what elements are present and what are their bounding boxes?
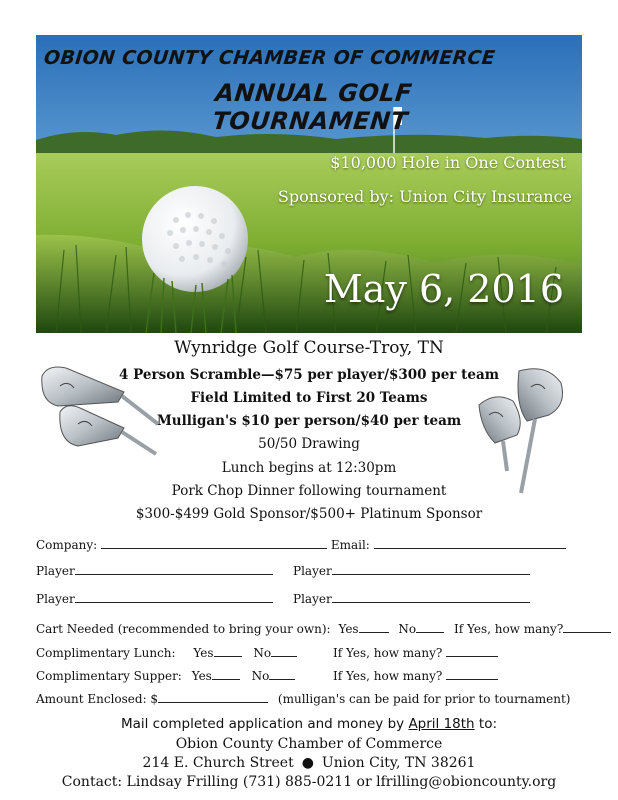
amount-field[interactable] [158, 691, 268, 703]
player-label: Player [36, 564, 75, 578]
lunch-how-many-label: If Yes, how many? [333, 646, 443, 660]
cart-how-many-label: If Yes, how many? [453, 622, 564, 636]
lunch-yes-label: Yes [193, 646, 214, 660]
golf-clubs-image [38, 362, 163, 457]
cart-how-many-field[interactable] [563, 621, 611, 633]
player-2 [293, 563, 530, 578]
supper-how-many [333, 668, 498, 683]
lunch-how-many-field[interactable] [446, 645, 498, 657]
lunch-label: Complimentary Lunch: [36, 646, 176, 660]
player-field[interactable] [75, 591, 273, 603]
course-name: Wynridge Golf Course-Troy, TN [174, 338, 444, 358]
amount-label: Amount Enclosed: $ [36, 692, 159, 706]
contest-text: $10,000 Hole in One Contest [330, 153, 566, 172]
lunch-row [36, 645, 297, 660]
cart-yes-field[interactable] [359, 621, 389, 633]
supper-no-field[interactable] [269, 668, 295, 680]
mail-address [0, 755, 618, 771]
player-1 [36, 563, 273, 578]
amount-row [36, 691, 570, 706]
supper-yes-label: Yes [191, 669, 212, 683]
email-field[interactable] [374, 537, 566, 549]
amount-note: (mulligan's can be paid for prior to tournament) [277, 692, 571, 706]
player-label: Player [36, 592, 75, 606]
cart-label: Cart Needed (recommended to bring your own): [36, 622, 331, 636]
supper-row [36, 668, 295, 683]
detail-line: Field Limited to First 20 Teams [190, 390, 428, 406]
cart-no-field[interactable] [416, 621, 444, 633]
cart-yes-label: Yes [338, 622, 359, 636]
banner [36, 35, 582, 333]
detail-line: 50/50 Drawing [258, 436, 360, 452]
cart-row [36, 621, 611, 636]
player-label: Player [293, 564, 332, 578]
detail-line: Mulligan's $10 per person/$40 per team [156, 413, 462, 429]
lunch-no-label: No [253, 646, 272, 660]
supper-no-label: No [251, 669, 270, 683]
street-address: 214 E. Church Street [142, 755, 294, 771]
detail-line: Pork Chop Dinner following tournament [171, 483, 447, 499]
lunch-yes-field[interactable] [214, 645, 242, 657]
player-3 [36, 591, 273, 606]
company-row [36, 537, 566, 552]
event-date: May 6, 2016 [323, 267, 564, 311]
detail-line: Lunch begins at 12:30pm [221, 460, 397, 476]
organization-title: OBION COUNTY CHAMBER OF COMMERCE [42, 47, 497, 69]
email-label: Email: [330, 538, 370, 552]
player-label: Player [293, 592, 332, 606]
contact-info: Contact: Lindsay Frilling (731) 885-0211 or lfrilling@obioncounty.org [61, 774, 557, 790]
supper-how-many-field[interactable] [446, 668, 498, 680]
mail-prefix: Mail completed application and money by [120, 716, 409, 732]
player-field[interactable] [332, 591, 530, 603]
city-address: Union City, TN 38261 [321, 755, 476, 771]
lunch-no-field[interactable] [271, 645, 297, 657]
supper-label: Complimentary Supper: [36, 669, 182, 683]
detail-line: $300-$499 Gold Sponsor/$500+ Platinum Sponsor [135, 506, 483, 522]
player-field[interactable] [75, 563, 273, 575]
event-title: ANNUAL GOLF TOURNAMENT [211, 79, 414, 135]
company-field[interactable] [101, 537, 327, 549]
golf-clubs-image [475, 365, 587, 495]
cart-no-label: No [398, 622, 417, 636]
lunch-how-many [333, 645, 498, 660]
detail-line: 4 Person Scramble—$75 per player/$300 per team [119, 367, 499, 383]
mail-org: Obion County Chamber of Commerce [175, 736, 443, 752]
company-label: Company: [36, 538, 98, 552]
mail-suffix: to: [474, 716, 498, 732]
sponsor-text: Sponsored by: Union City Insurance [277, 187, 572, 206]
supper-how-many-label: If Yes, how many? [333, 669, 443, 683]
player-field[interactable] [332, 563, 530, 575]
player-4 [293, 591, 530, 606]
supper-yes-field[interactable] [212, 668, 240, 680]
mail-instructions [0, 716, 618, 732]
bullet-icon: ● [301, 755, 314, 771]
deadline-date: April 18th [408, 716, 475, 732]
